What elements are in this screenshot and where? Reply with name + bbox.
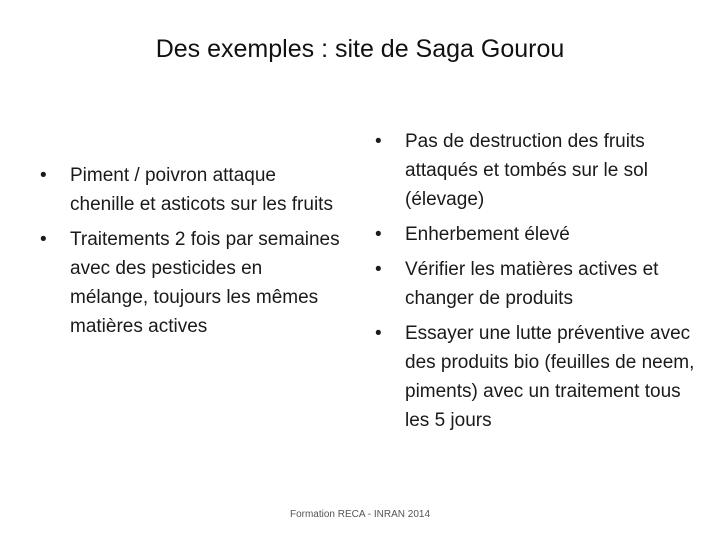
bullet-dot-icon: •: [375, 323, 382, 344]
list-item-text: Piment / poivron attaque chenille et asticots sur les fruits: [70, 165, 333, 215]
left-bullet-list: [40, 161, 340, 341]
bullet-dot-icon: •: [375, 259, 382, 280]
list-item-text: Vérifier les matières actives et changer de produits: [405, 259, 659, 309]
list-item: [40, 161, 340, 219]
list-item: [375, 220, 705, 249]
bullet-dot-icon: •: [40, 229, 47, 250]
right-bullet-list: [375, 127, 705, 435]
bullet-dot-icon: •: [375, 224, 382, 245]
bullet-dot-icon: •: [375, 131, 382, 152]
bullet-dot-icon: •: [40, 165, 47, 186]
slide-footer: Formation RECA - INRAN 2014: [289, 509, 431, 520]
list-item: [375, 255, 705, 313]
slide-title: Des exemples : site de Saga Gourou: [155, 35, 565, 63]
list-item: [375, 127, 705, 214]
list-item-text: Enherbement élevé: [405, 224, 570, 245]
list-item: [375, 319, 705, 435]
list-item-text: Traitements 2 fois par semaines avec des pesticides en mélange, toujours les mêmes matières actives: [70, 229, 340, 337]
list-item-text: Pas de destruction des fruits attaqués et tombés sur le sol (élevage): [405, 131, 648, 210]
list-item: [40, 225, 340, 341]
list-item-text: Essayer une lutte préventive avec des produits bio (feuilles de neem, piments) avec un traitement tous les 5 jours: [405, 323, 695, 431]
